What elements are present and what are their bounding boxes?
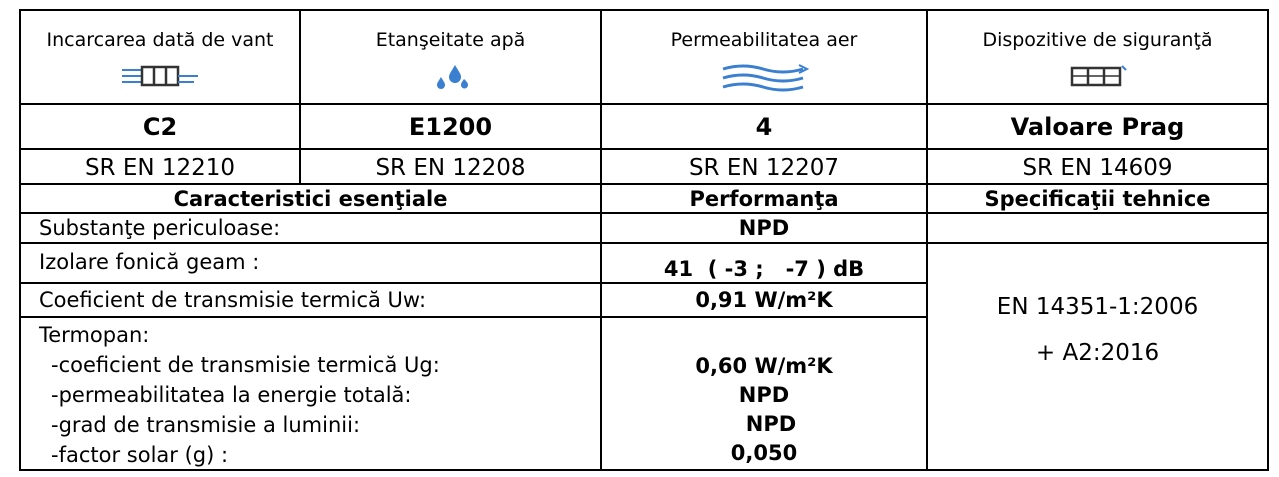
header-air-permeability-label: Permeabilitatea aer <box>670 29 858 51</box>
wind-load-class: C2 <box>142 112 178 141</box>
glazing-labels <box>21 320 600 468</box>
header-water-tightness-label: Etanşeitate apă <box>375 29 526 51</box>
glazing-values <box>602 352 926 468</box>
thermal-label: Coeficient de transmisie termică Uw: <box>39 288 427 312</box>
water-tightness-class: E1200 <box>408 112 493 141</box>
section-performance: Performanţa <box>689 186 839 211</box>
glazing-ug-label: -coeficient de transmisie termică Ug: <box>51 353 440 377</box>
wind-load-standard: SR EN 12210 <box>84 154 236 181</box>
specification-cell <box>928 284 1267 374</box>
glazing-energy-label: -permeabilitatea la energie totală: <box>51 383 412 407</box>
section-characteristics: Caracteristici esenţiale <box>173 186 448 211</box>
glazing-light-label: -grad de transmisie a luminii: <box>51 413 361 437</box>
water-drops-icon <box>301 62 600 90</box>
hazardous-value: NPD <box>738 216 790 240</box>
acoustic-label: Izolare fonică geam : <box>39 250 260 274</box>
wind-load-window-icon <box>21 62 299 90</box>
specification-line2: + A2:2016 <box>1035 340 1160 366</box>
safety-device-window-icon <box>928 62 1267 90</box>
air-flow-icon <box>602 60 926 94</box>
glazing-energy-value: NPD <box>738 383 790 407</box>
safety-devices-class: Valoare Prag <box>1010 112 1185 141</box>
air-permeability-standard: SR EN 12207 <box>688 154 840 181</box>
acoustic-value: 41 ( -3 ; -7 ) dB <box>663 257 865 281</box>
safety-devices-standard: SR EN 14609 <box>1022 154 1173 181</box>
glazing-ug-value: 0,60 W/m²K <box>695 354 833 378</box>
section-specifications: Specificaţii tehnice <box>984 186 1211 211</box>
glazing-solar-label: -factor solar (g) : <box>51 443 229 467</box>
header-wind-load-label: Incarcarea dată de vant <box>46 29 274 51</box>
water-tightness-standard: SR EN 12208 <box>375 154 526 181</box>
specification-line1: EN 14351-1:2006 <box>996 294 1199 320</box>
header-safety-devices-label: Dispozitive de siguranţă <box>982 29 1213 51</box>
glazing-light-value: NPD <box>745 412 797 436</box>
hazardous-label: Substanţe periculoase: <box>39 216 281 240</box>
glazing-solar-value: 0,050 <box>730 441 798 465</box>
thermal-value: 0,91 W/m²K <box>695 288 833 312</box>
glazing-title: Termopan: <box>39 323 150 347</box>
air-permeability-class: 4 <box>755 112 773 141</box>
